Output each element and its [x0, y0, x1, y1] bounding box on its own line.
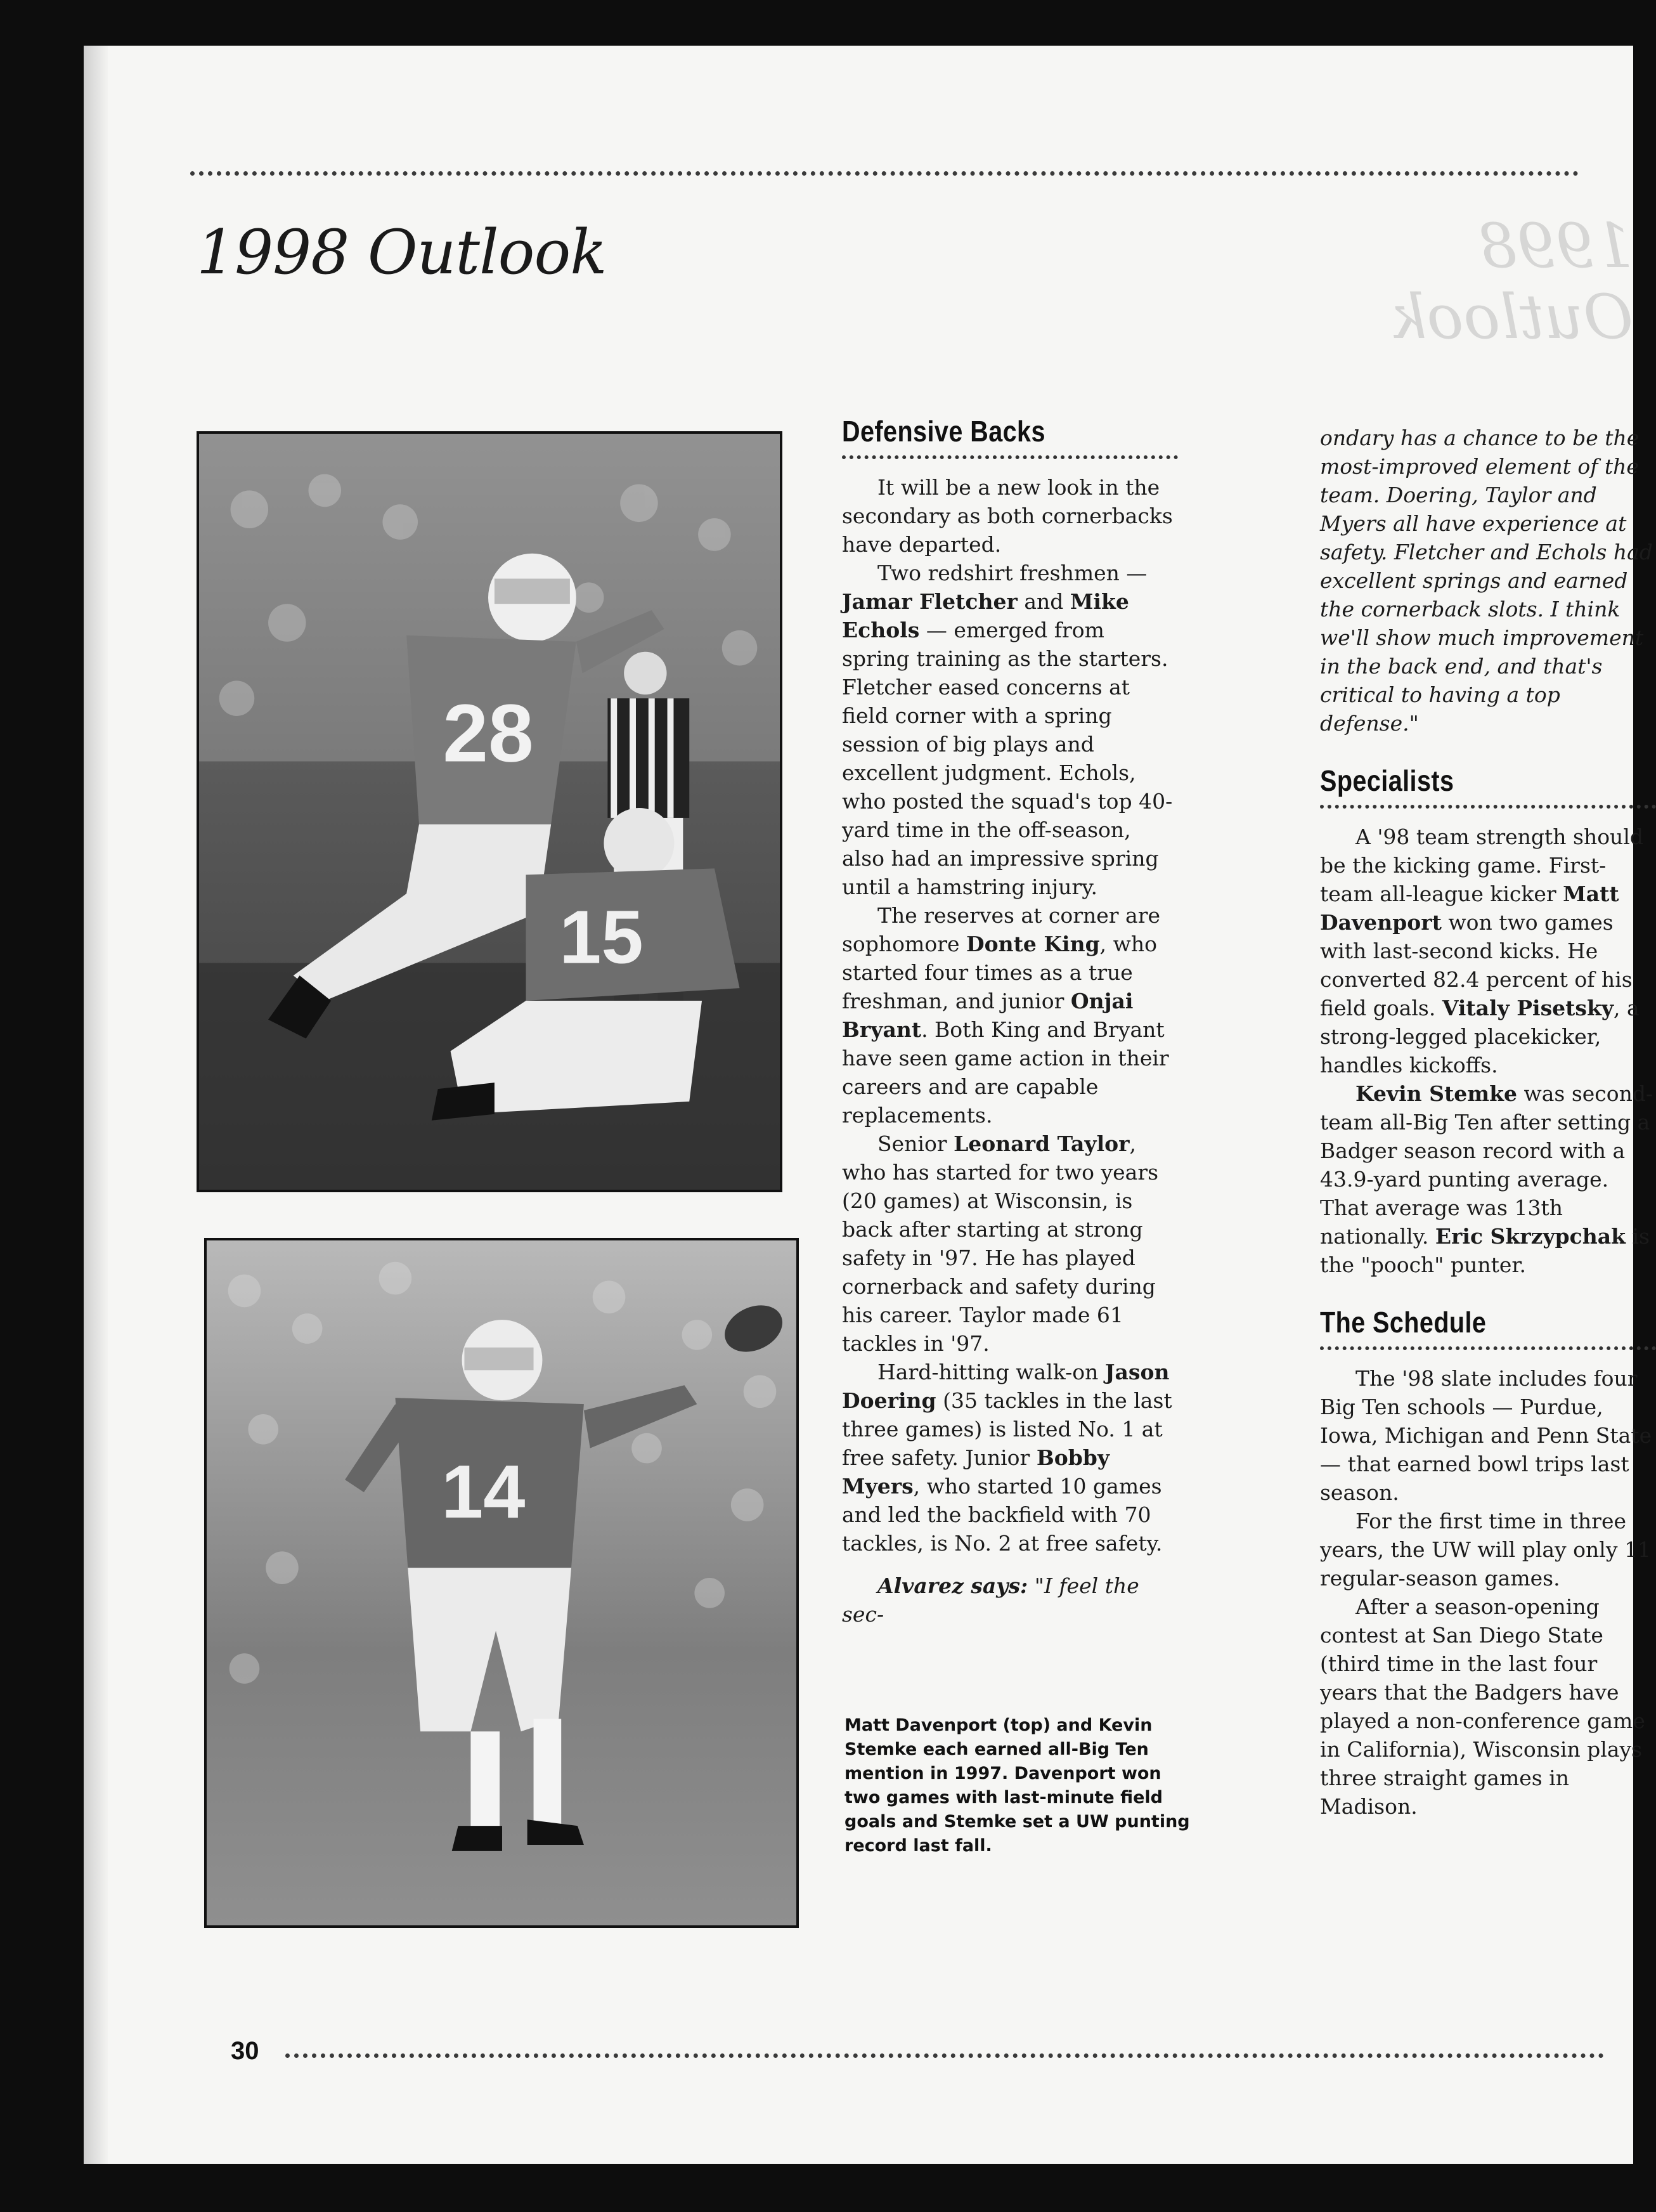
- specialists-paragraph-2: Kevin Stemke was second-team all-Big Ten after setting a Badger season record with a 43.9-yard punting average. That average was 13th nationally. Eric Skrzypchak is the "pooch" punter.: [1320, 1081, 1653, 1277]
- kicker-jersey-number: 28: [443, 687, 534, 779]
- db-paragraph-2: Two redshirt freshmen — Jamar Fletcher and Mike Echols — emerged from spring training as the starters. Fletcher eased concerns at field corner with a spring session of big plays and excellent judgment. Echols, who posted the squad's top 40-yard time in the off-season, also had an impressive spring until a hamstring injury.: [842, 561, 1173, 899]
- bottom-dotted-rule: [285, 2053, 1604, 2058]
- photo-punter: [204, 1238, 799, 1928]
- specialists-rule: [1320, 805, 1656, 809]
- photo-caption: Matt Davenport (top) and Kevin Stemke each earned all-Big Ten mention in 1997. Davenport won two games with last-minute field goals and Stemke set a UW punting record last fall.: [844, 1715, 1190, 1856]
- magazine-page: [84, 46, 1653, 2164]
- column-specialists-schedule: [1320, 424, 1656, 1821]
- schedule-rule: [1320, 1346, 1656, 1350]
- bleed-through-title: 1998 Outlook: [1390, 211, 1633, 353]
- schedule-paragraph-3: After a season-opening contest at San Diego State (third time in the last four years that the Badgers have played a non-conference game in California), Wisconsin plays three straight games in Madison.: [1320, 1594, 1645, 1819]
- db-paragraph-5: Hard-hitting walk-on Jason Doering (35 tackles in the last three games) is listed No. 1 at free safety. Junior Bobby Myers, who started 10 games and led the backfield with 70 tackles, is No. 2 at free safety.: [842, 1360, 1172, 1556]
- schedule-paragraph-1: The '98 slate includes four Big Ten schools — Purdue, Iowa, Michigan and Penn State — that earned bowl trips last season.: [1320, 1366, 1652, 1505]
- punter-jersey-number: 14: [441, 1449, 526, 1534]
- db-paragraph-1: It will be a new look in the secondary as both cornerbacks have departed.: [842, 475, 1173, 557]
- heading-schedule: The Schedule: [1320, 1306, 1487, 1339]
- holder-jersey-number: 15: [559, 895, 644, 980]
- punter-photo-graphic: [207, 1240, 796, 1925]
- schedule-paragraph-2: For the first time in three years, the UW will play only 11 regular-season games.: [1320, 1509, 1651, 1591]
- page-title: 1998 Outlook: [197, 217, 607, 288]
- photo-kicker: [197, 431, 782, 1192]
- db-quote-start: Alvarez says: "I feel the sec-: [842, 1573, 1139, 1627]
- page-gutter-shadow: [84, 46, 108, 2164]
- specialists-paragraph-1: A '98 team strength should be the kicking game. First-team all-league kicker Matt Davenport won two games with last-second kicks. He converted 82.4 percent of his field goals. Vitaly Pisetsky, a strong-legged placekicker, handles kickoffs.: [1320, 824, 1643, 1077]
- db-paragraph-3: The reserves at corner are sophomore Donte King, who started four times as a true freshman, and junior Onjai Bryant. Both King and Bryant have seen game action in their careers and are capable replacements.: [842, 903, 1169, 1128]
- kicker-photo-graphic: [199, 434, 780, 1190]
- db-quote-continued: ondary has a chance to be the most-improved element of the team. Doering, Taylor and Myers all have experience at safety. Fletcher and Echols had excellent springs and earned the cornerback slots. I think we'll show much improvement in the back end, and that's critical to having a top defense.": [1320, 426, 1653, 736]
- top-dotted-rule: [190, 171, 1579, 176]
- defensive-backs-rule: [842, 455, 1178, 459]
- db-paragraph-4: Senior Leonard Taylor, who has started for two years (20 games) at Wisconsin, is back after starting at strong safety in '97. He has played cornerback and safety during his career. Taylor made 61 tackles in '97.: [842, 1131, 1159, 1356]
- page-number: 30: [231, 2037, 259, 2065]
- heading-defensive-backs: Defensive Backs: [842, 415, 1045, 448]
- heading-specialists: Specialists: [1320, 764, 1454, 797]
- column-defensive-backs: [842, 413, 1178, 1629]
